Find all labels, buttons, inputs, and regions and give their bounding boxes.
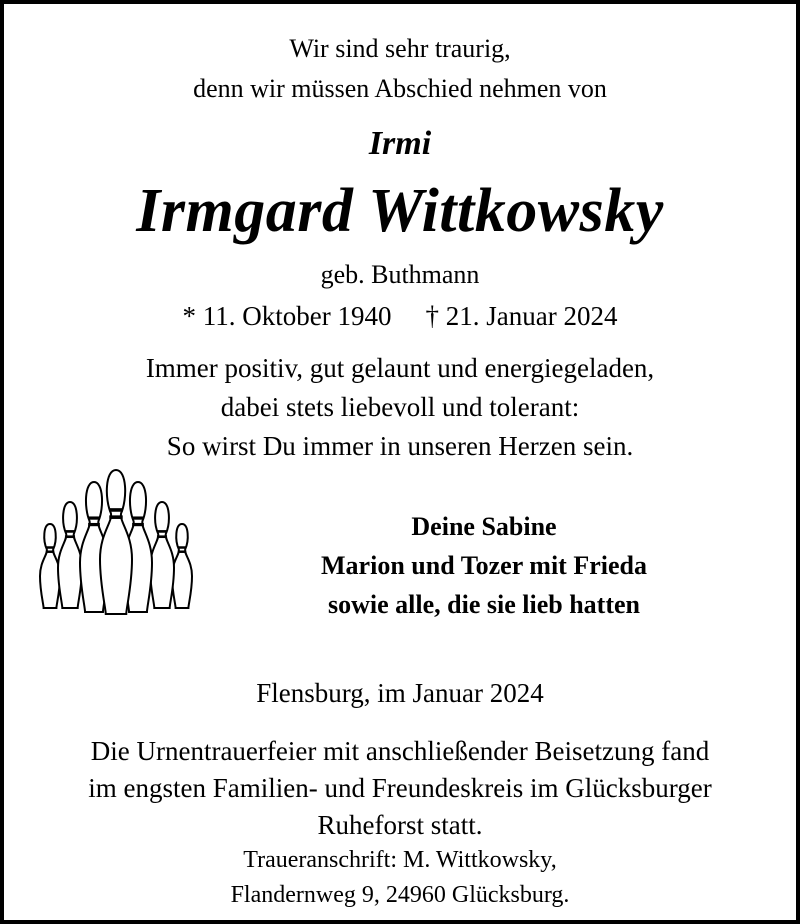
- address-line-1: Traueranschrift: M. Wittkowsky,: [243, 847, 557, 873]
- life-dates: [4, 301, 796, 332]
- birth-date: * 11. Oktober 1940: [182, 301, 392, 331]
- verse-line-1: Immer positiv, gut gelaunt und energiegeladen,: [145, 353, 655, 383]
- funeral-line-2: im engsten Familien- und Freundeskreis im Glücksburger: [88, 773, 712, 803]
- bowling-pins-icon: [32, 466, 200, 618]
- bowling-pin-stripe: [65, 535, 75, 538]
- bowling-pin: [58, 502, 82, 608]
- nickname: Irmi: [368, 125, 432, 162]
- full-name: Irmgard Wittkowsky: [136, 177, 664, 245]
- bowling-pin: [40, 524, 60, 608]
- death-date: † 21. Januar 2024: [425, 301, 618, 331]
- place-and-date: Flensburg, im Januar 2024: [256, 678, 544, 708]
- bowling-pin-stripe: [132, 516, 144, 519]
- bowling-pin-stripe: [109, 515, 122, 519]
- bowling-pin-stripe: [132, 523, 144, 526]
- bowling-pin: [150, 502, 174, 608]
- bowling-pin-stripe: [109, 508, 122, 512]
- bowling-pin-stripe: [46, 546, 54, 549]
- maiden-name: geb. Buthmann: [320, 260, 480, 289]
- mourner-line-3: sowie alle, die sie lieb hatten: [328, 590, 640, 619]
- bowling-pin-stripe: [178, 546, 186, 549]
- bowling-pin: [172, 524, 192, 608]
- bowling-pin-stripe: [157, 535, 167, 538]
- bowling-pin-stripe: [178, 550, 186, 553]
- funeral-line-3: Ruheforst statt.: [317, 810, 483, 840]
- funeral-line-1: Die Urnentrauerfeier mit anschließender Beisetzung fand: [90, 736, 710, 766]
- bowling-pin-stripe: [88, 523, 100, 526]
- bowling-pin-stripe: [46, 550, 54, 553]
- bowling-pin-stripe: [157, 530, 167, 533]
- intro-line-2: denn wir müssen Abschied nehmen von: [193, 74, 607, 103]
- bowling-pin: [100, 470, 132, 614]
- verse-line-3: So wirst Du immer in unseren Herzen sein.: [166, 431, 634, 461]
- bowling-pin-stripe: [88, 516, 100, 519]
- bowling-pin-stripe: [65, 530, 75, 533]
- intro-line-1: Wir sind sehr traurig,: [289, 34, 511, 63]
- mourner-line-1: Deine Sabine: [411, 512, 557, 541]
- verse-line-2: dabei stets liebevoll und tolerant:: [220, 392, 580, 422]
- mourner-line-2: Marion und Tozer mit Frieda: [321, 551, 647, 580]
- address-line-2: Flandernweg 9, 24960 Glücksburg.: [230, 882, 570, 908]
